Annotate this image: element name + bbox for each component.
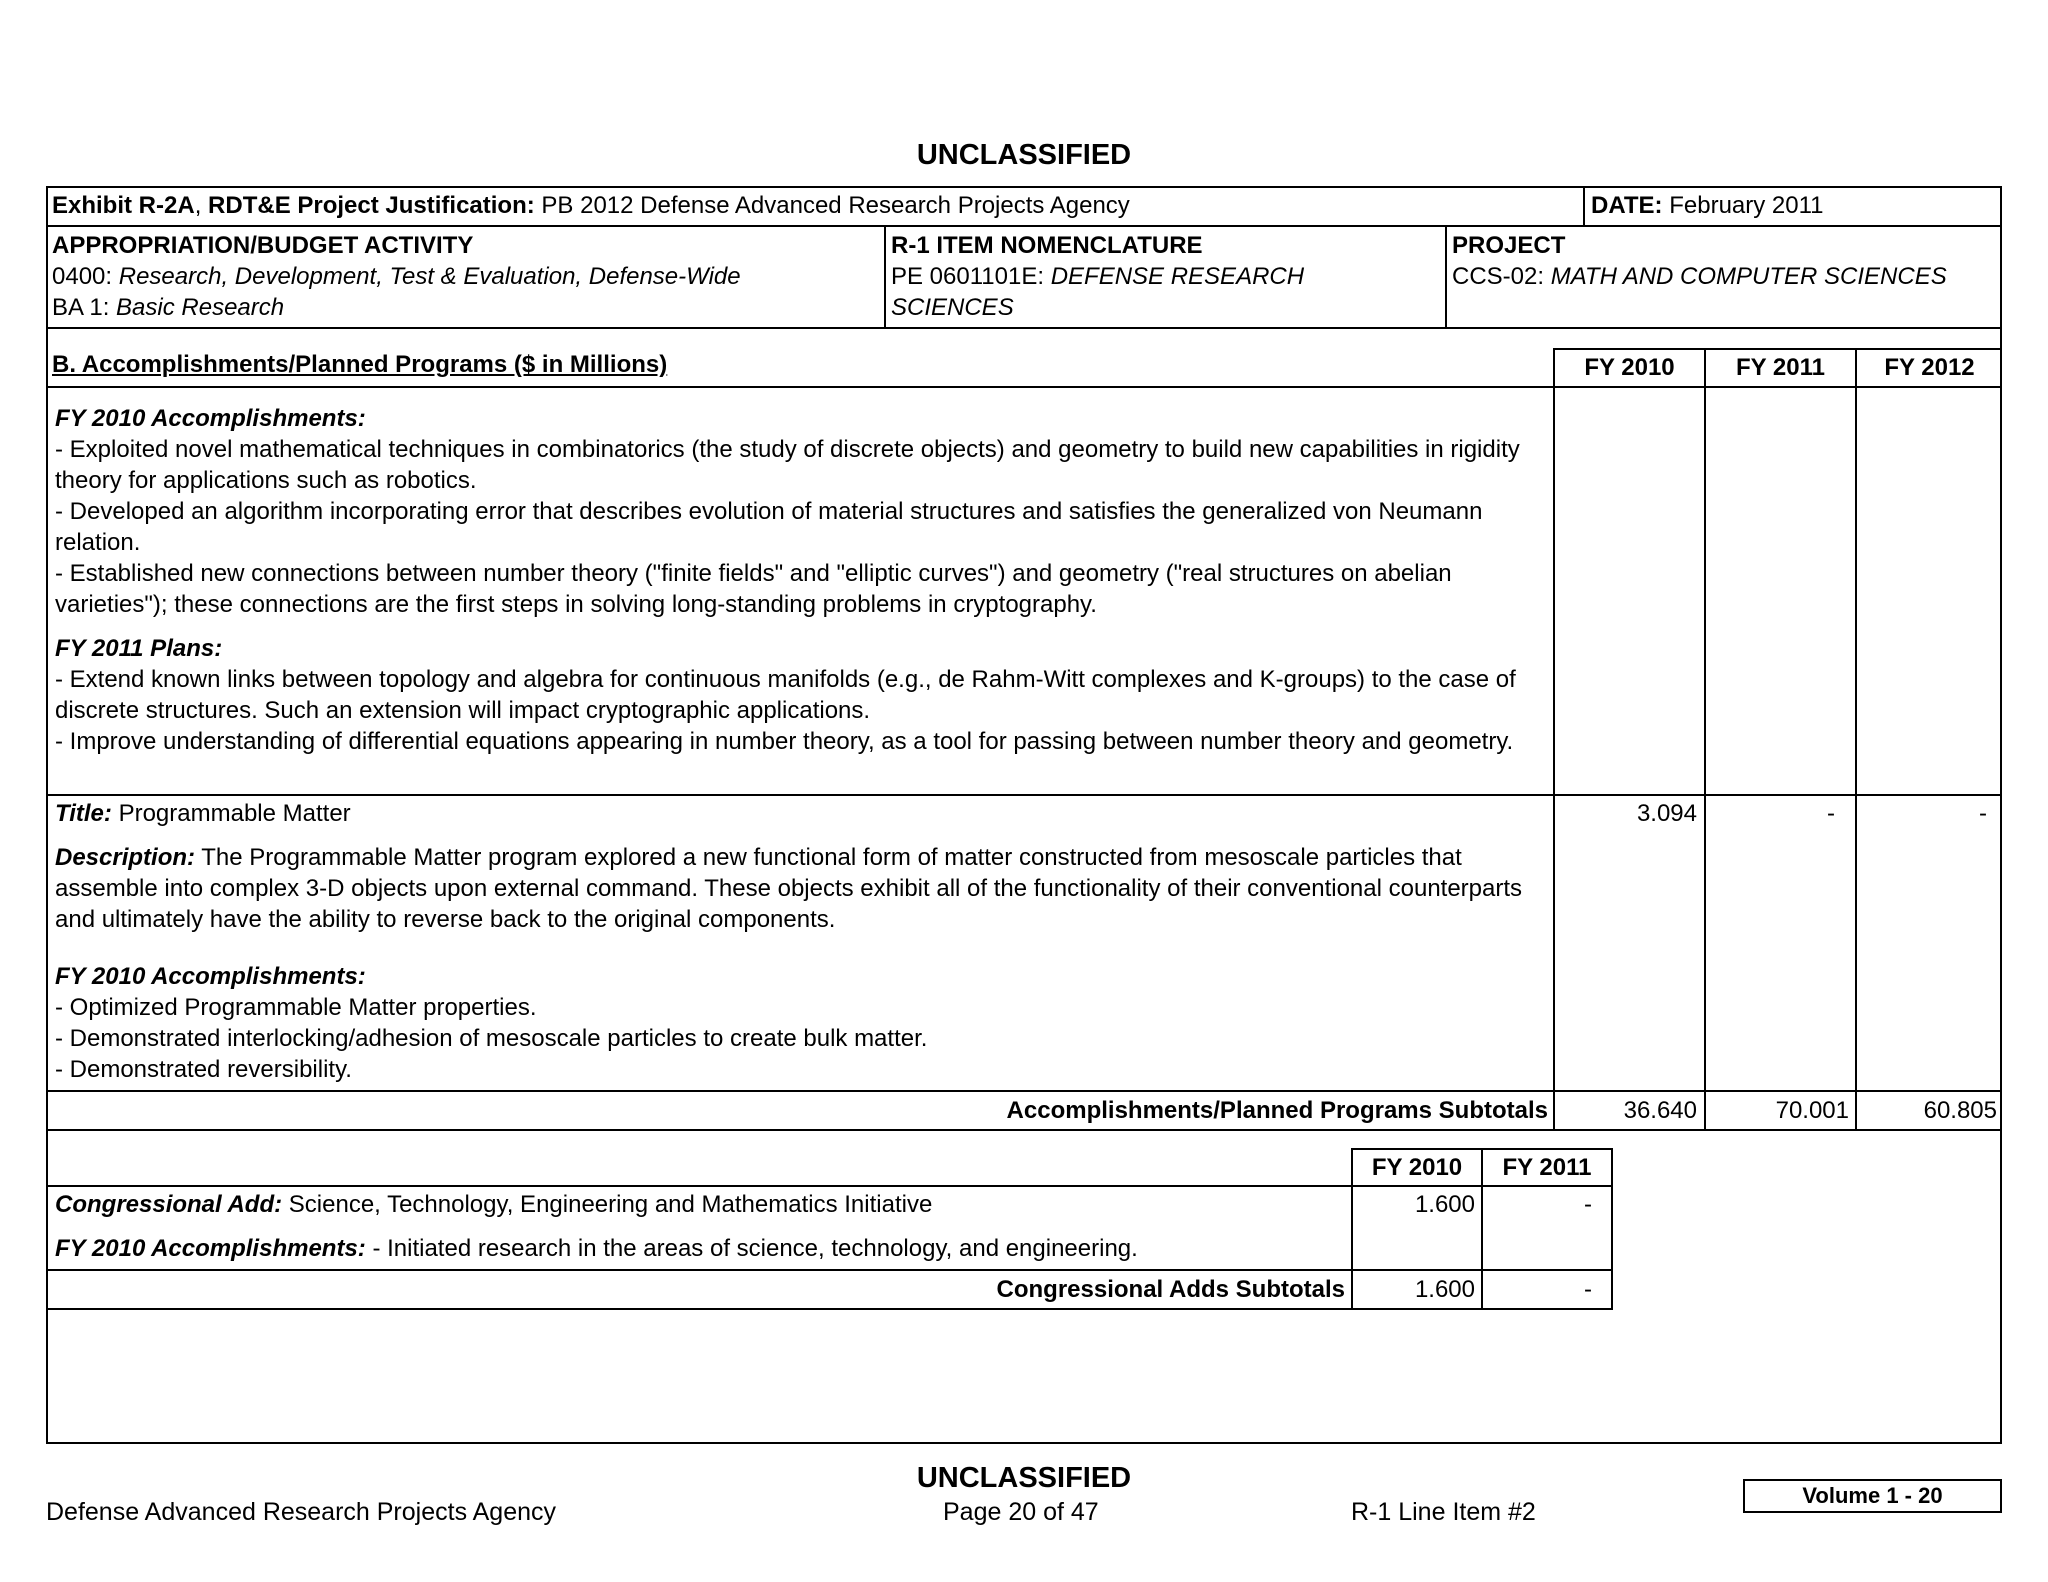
divider: [46, 225, 2002, 227]
exhibit-title: Exhibit R-2A, RDT&E Project Justification: PB 2012 Defense Advanced Research Projects Agency: [52, 192, 1130, 219]
list-item: - Demonstrated interlocking/adhesion of mesoscale particles to create bulk matter.: [55, 1025, 928, 1052]
block2-value-fy2012: -: [1979, 800, 1987, 827]
list-item: - Improve understanding of differential equations appearing in number theory, as a tool for passing between number theory and geometry.: [55, 728, 1514, 755]
divider: [1611, 1148, 1613, 1309]
project-value: MATH AND COMPUTER SCIENCES: [1550, 263, 1947, 290]
divider: [884, 225, 886, 328]
block2-title-value: Programmable Matter: [118, 800, 351, 827]
block1-accomplishments-heading: FY 2010 Accomplishments:: [55, 405, 366, 432]
date-field: [1591, 190, 1824, 221]
classification-bottom: UNCLASSIFIED: [916, 1462, 1132, 1494]
date-label: DATE:: [1591, 192, 1663, 219]
divider: [1445, 225, 1447, 328]
r1-value-line1: DEFENSE RESEARCH: [1050, 263, 1305, 290]
congress-accomplishments-value: - Initiated research in the areas of science, technology, and engineering.: [372, 1235, 1138, 1262]
column-header-fy2012: FY 2012: [1884, 354, 1975, 381]
block2-description-label: Description:: [55, 844, 196, 871]
divider: [1553, 348, 2002, 350]
footer-volume-box: Volume 1 - 20: [1743, 1479, 2002, 1513]
congress-column-header-fy2011: FY 2011: [1502, 1154, 1592, 1181]
list-item: - Extend known links between topology and algebra for continuous manifolds (e.g., de Rahm-Witt complexes and K-groups) to the case of discrete structures. Such an extension will impact cryptographic applications.: [55, 666, 1516, 724]
ba-value: Basic Research: [116, 294, 285, 321]
congress-column-header-fy2010: FY 2010: [1371, 1154, 1463, 1181]
congress-subtotal-fy2011: -: [1584, 1276, 1592, 1303]
list-item: - Exploited novel mathematical techniques in combinatorics (the study of discrete objects) and geometry to build new capabilities in rigidity theory for applications such as robotics.: [55, 436, 1520, 494]
congress-add-text: [55, 1189, 1345, 1264]
r1-value-line2: SCIENCES: [891, 294, 1014, 321]
appropriation-value: Research, Development, Test & Evaluation, Defense-Wide: [118, 263, 741, 290]
divider: [1553, 348, 1555, 1090]
congress-accomplishments-label: FY 2010 Accomplishments:: [55, 1235, 366, 1262]
congress-value-fy2010: 1.600: [1414, 1191, 1475, 1218]
divider: [46, 386, 2002, 388]
appropriation-label: APPROPRIATION/BUDGET ACTIVITY: [52, 232, 474, 259]
project-label: PROJECT: [1452, 232, 1566, 259]
divider: [46, 1129, 2002, 1131]
footer-page-number: Page 20 of 47: [943, 1498, 1099, 1526]
block2-accomplishments-heading: FY 2010 Accomplishments:: [55, 963, 366, 990]
subtotal-fy2012: 60.805: [1923, 1097, 1997, 1124]
list-item: - Demonstrated reversibility.: [55, 1056, 352, 1083]
justification-value: PB 2012 Defense Advanced Research Projects Agency: [541, 192, 1130, 219]
block1-text: [55, 403, 1551, 757]
date-value: February 2011: [1669, 192, 1824, 219]
classification-top: UNCLASSIFIED: [916, 139, 1132, 171]
congress-add-value: Science, Technology, Engineering and Mathematics Initiative: [288, 1191, 933, 1218]
divider: [1583, 186, 1585, 226]
block2-description-value: The Programmable Matter program explored a new functional form of matter constructed from mesoscale particles that assemble into complex 3-D objects upon external command. These objects exhibit all of the functionality of their conventional counterparts and ultimately have the ability to reverse back to the original components.: [55, 844, 1523, 933]
block1-plans-heading: FY 2011 Plans:: [55, 635, 223, 662]
section-b-subtotal-label: Accomplishments/Planned Programs Subtotals: [1006, 1097, 1548, 1124]
list-item: - Established new connections between number theory ("finite fields" and "elliptic curves") and geometry ("real structures on abelian varieties"); these connections are the first steps in solving long-standing problems in cryptography.: [55, 560, 1452, 618]
divider: [46, 1090, 2002, 1092]
appropriation-code: 0400:: [52, 263, 113, 290]
block2-text: [55, 798, 1551, 1085]
subtotal-fy2010: 36.640: [1623, 1097, 1697, 1124]
r1-block: [891, 230, 1304, 323]
list-item: - Developed an algorithm incorporating error that describes evolution of material structures and satisfies the generalized von Neumann relation.: [55, 498, 1483, 556]
block2-value-fy2011: -: [1827, 800, 1835, 827]
r1-code: PE 0601101E:: [891, 263, 1045, 290]
column-header-fy2010: FY 2010: [1584, 354, 1675, 381]
block2-title-label: Title:: [55, 800, 112, 827]
footer-agency: Defense Advanced Research Projects Agency: [46, 1498, 557, 1526]
list-item: - Optimized Programmable Matter properties.: [55, 994, 537, 1021]
divider: [1855, 348, 1857, 1090]
justification-label: RDT&E Project Justification:: [208, 192, 535, 219]
divider: [46, 1308, 1613, 1310]
congress-add-label: Congressional Add:: [55, 1191, 283, 1218]
congress-value-fy2011: -: [1584, 1191, 1592, 1218]
ba-code: BA 1:: [52, 294, 110, 321]
column-header-fy2011: FY 2011: [1736, 354, 1825, 381]
divider: [46, 1269, 1613, 1271]
congress-subtotal-label: Congressional Adds Subtotals: [996, 1276, 1345, 1303]
divider: [46, 1185, 1613, 1187]
r1-label: R-1 ITEM NOMENCLATURE: [891, 232, 1203, 259]
divider: [1704, 348, 1706, 1090]
section-b-title: B. Accomplishments/Planned Programs ($ in Millions): [52, 351, 668, 378]
appropriation-block: [52, 230, 741, 323]
divider: [46, 794, 2002, 796]
block2-value-fy2010: 3.094: [1636, 800, 1697, 827]
exhibit-label: Exhibit R-2A: [52, 192, 195, 219]
divider: [46, 327, 2002, 329]
footer-line-item: R-1 Line Item #2: [1351, 1498, 1536, 1526]
project-code: CCS-02:: [1452, 263, 1545, 290]
subtotal-fy2011: 70.001: [1775, 1097, 1849, 1124]
project-block: [1452, 230, 1947, 292]
congress-subtotal-fy2010: 1.600: [1414, 1276, 1475, 1303]
